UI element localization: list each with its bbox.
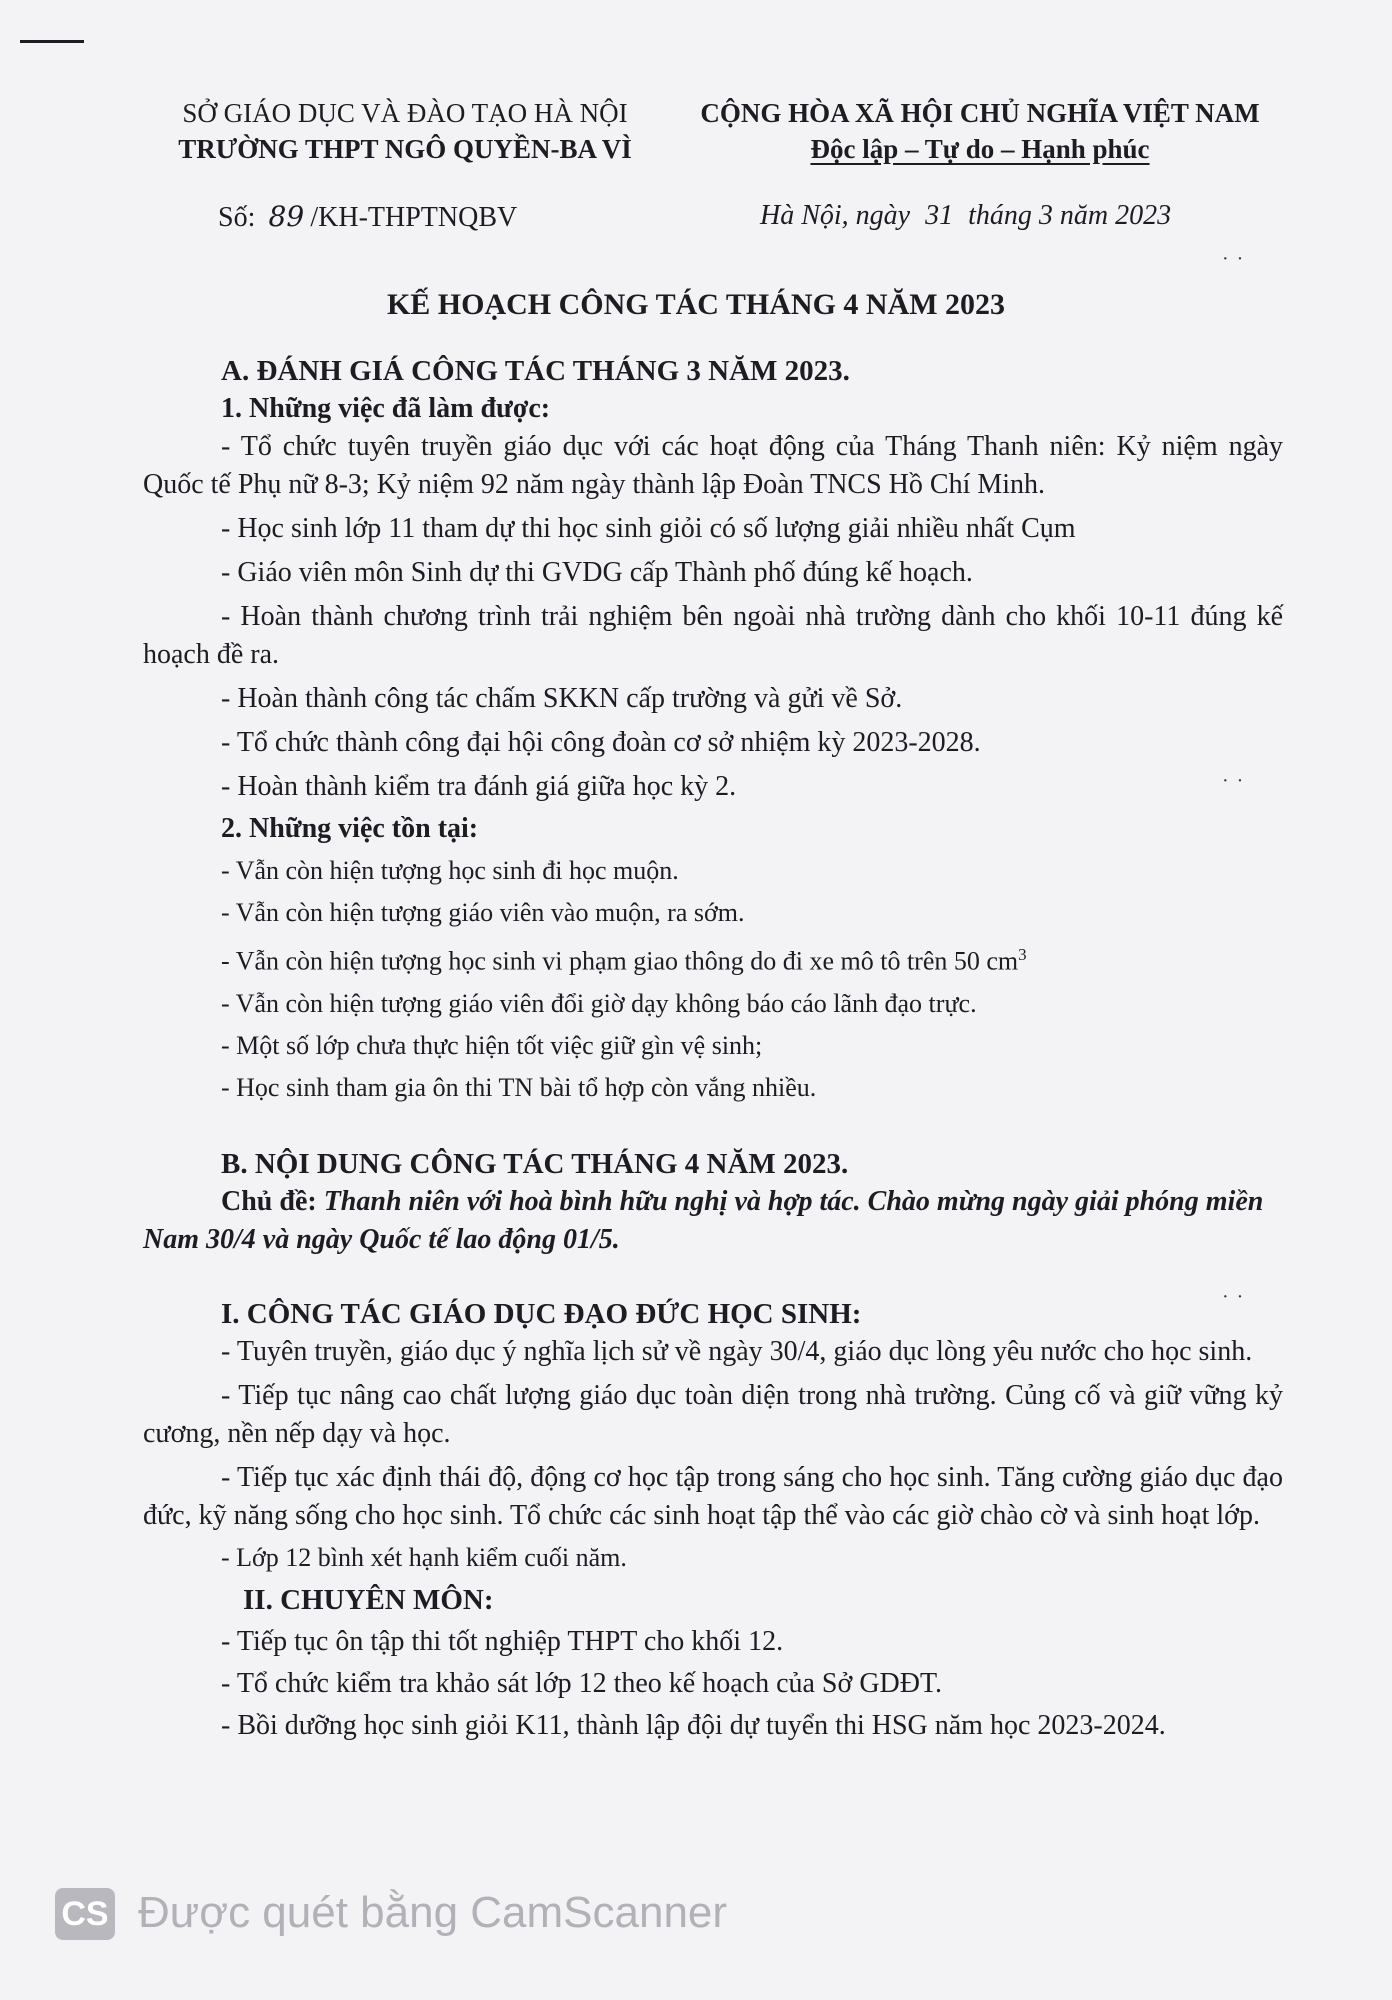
- scan-specks: ··: [1222, 1286, 1252, 1308]
- department-name: SỞ GIÁO DỤC VÀ ĐÀO TẠO HÀ NỘI: [182, 98, 628, 128]
- list-item: - Học sinh tham gia ôn thi TN bài tổ hợp còn vắng nhiều.: [221, 1072, 817, 1102]
- handwritten-day: 31: [925, 200, 954, 231]
- section-a-heading: A. ĐÁNH GIÁ CÔNG TÁC THÁNG 3 NĂM 2023.: [221, 355, 850, 387]
- number-prefix: Số:: [218, 202, 256, 233]
- document-title: KẾ HOẠCH CÔNG TÁC THÁNG 4 NĂM 2023: [386, 288, 1006, 321]
- list-item: - Học sinh lớp 11 tham dự thi học sinh giỏi có số lượng giải nhiều nhất Cụm: [221, 513, 1076, 544]
- date-prefix: Hà Nội, ngày: [760, 200, 911, 231]
- camscanner-logo-icon: CS: [55, 1888, 115, 1940]
- list-item: - Hoàn thành chương trình trải nghiệm bên ngoài nhà trường dành cho khối 10-11 đúng kế hoạch đề ra.: [143, 601, 1283, 670]
- list-item: - Hoàn thành kiểm tra đánh giá giữa học kỳ 2.: [221, 771, 737, 802]
- theme-paragraph: [143, 1183, 1283, 1259]
- issue-date: [760, 200, 1171, 232]
- list-item: - Tổ chức tuyên truyền giáo dục với các hoạt động của Tháng Thanh niên: Kỷ niệm ngày Quốc tế Phụ nữ 8-3; Kỷ niệm 92 năm ngày thành lập Đoàn TNCS Hồ Chí Minh.: [143, 431, 1283, 500]
- section-ii-heading: II. CHUYÊN MÔN:: [243, 1583, 494, 1616]
- list-item: - Tổ chức thành công đại hội công đoàn cơ sở nhiệm kỳ 2023-2028.: [221, 727, 981, 758]
- document-code: /KH-THPTNQBV: [310, 202, 518, 233]
- list-item: - Tuyên truyền, giáo dục ý nghĩa lịch sử về ngày 30/4, giáo dục lòng yêu nước cho học sinh.: [221, 1335, 1253, 1367]
- school-name: TRƯỜNG THPT NGÔ QUYỀN-BA VÌ: [178, 134, 632, 164]
- done-heading: 1. Những việc đã làm được:: [221, 393, 551, 424]
- list-item: - Hoàn thành công tác chấm SKKN cấp trường và gửi về Sở.: [221, 683, 903, 714]
- list-item: - Tiếp tục nâng cao chất lượng giáo dục toàn diện trong nhà trường. Củng cố và giữ vững kỷ cương, nền nếp dạy và học.: [143, 1379, 1283, 1449]
- national-motto-block: [680, 95, 1280, 167]
- scan-specks: ··: [1222, 770, 1252, 792]
- superscript: 3: [1018, 945, 1027, 964]
- list-item: - Bồi dưỡng học sinh giỏi K11, thành lập đội dự tuyển thi HSG năm học 2023-2024.: [221, 1709, 1166, 1741]
- country-name: CỘNG HÒA XÃ HỘI CHỦ NGHĨA VIỆT NAM: [700, 98, 1260, 128]
- document-number: [218, 200, 517, 234]
- motto: Độc lập – Tự do – Hạnh phúc: [810, 134, 1150, 164]
- date-suffix: tháng 3 năm 2023: [968, 200, 1172, 231]
- section-i-heading: I. CÔNG TÁC GIÁO DỤC ĐẠO ĐỨC HỌC SINH:: [221, 1297, 862, 1330]
- list-item: [143, 936, 1283, 981]
- section-b-heading: B. NỘI DUNG CÔNG TÁC THÁNG 4 NĂM 2023.: [221, 1147, 849, 1180]
- handwritten-number: 89: [268, 200, 305, 233]
- list-item: - Một số lớp chưa thực hiện tốt việc giữ gìn vệ sinh;: [221, 1030, 763, 1060]
- list-item: - Tổ chức kiểm tra khảo sát lớp 12 theo kế hoạch của Sở GDĐT.: [221, 1667, 942, 1699]
- list-item: - Tiếp tục ôn tập thi tốt nghiệp THPT cho khối 12.: [221, 1625, 784, 1657]
- scanner-watermark: Được quét bằng CamScanner: [138, 1888, 728, 1937]
- scan-specks: ··: [1222, 248, 1252, 270]
- issues-heading: 2. Những việc tồn tại:: [221, 813, 479, 844]
- theme-text: Thanh niên với hoà bình hữu nghị và hợp tác. Chào mừng ngày giải phóng miền Nam 30/4 và ngày Quốc tế lao động 01/5.: [143, 1185, 1264, 1255]
- list-item: - Tiếp tục xác định thái độ, động cơ học tập trong sáng cho học sinh. Tăng cường giáo dục đạo đức, kỹ năng sống cho học sinh. Tổ chức các sinh hoạt tập thể vào các giờ chào cờ và sinh hoạt lớp.: [143, 1461, 1283, 1531]
- scan-mark: [20, 40, 84, 43]
- list-item: - Vẫn còn hiện tượng giáo viên vào muộn, ra sớm.: [221, 898, 745, 927]
- document-body: [143, 352, 1283, 1745]
- list-item: - Lớp 12 bình xét hạnh kiểm cuối năm.: [221, 1542, 627, 1572]
- issuer-block: [125, 95, 685, 167]
- document-header: [0, 95, 1392, 175]
- list-item: - Giáo viên môn Sinh dự thi GVDG cấp Thành phố đúng kế hoạch.: [221, 557, 973, 588]
- list-item: - Vẫn còn hiện tượng học sinh đi học muộn.: [221, 856, 679, 885]
- list-item-text: - Vẫn còn hiện tượng học sinh vi phạm giao thông do đi xe mô tô trên 50 cm: [221, 946, 1019, 976]
- list-item: - Vẫn còn hiện tượng giáo viên đổi giờ dạy không báo cáo lãnh đạo trực.: [221, 988, 977, 1018]
- theme-label: Chủ đề:: [221, 1185, 317, 1217]
